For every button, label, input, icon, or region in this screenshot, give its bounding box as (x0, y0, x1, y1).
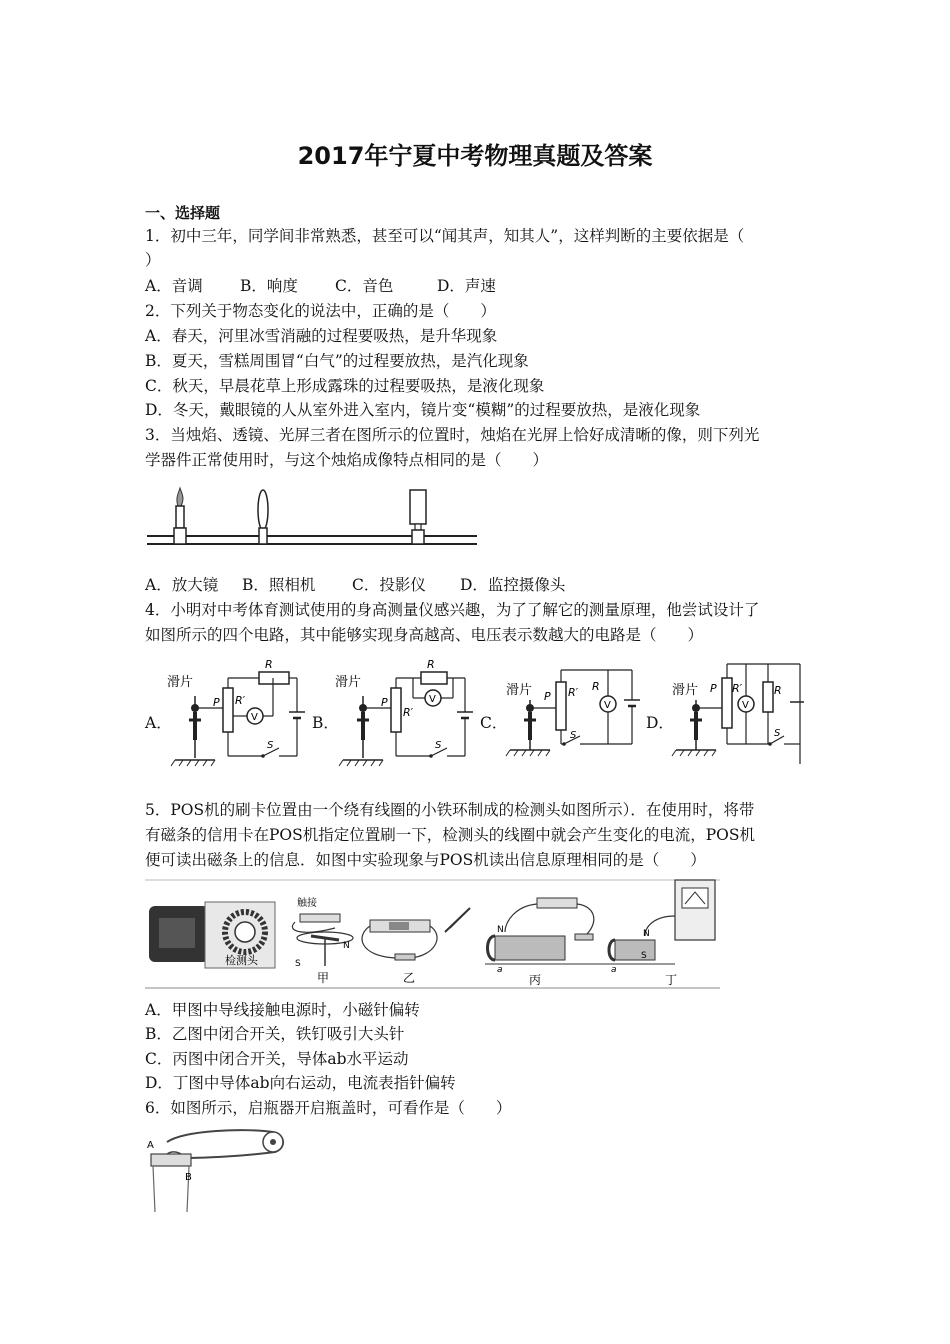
q4-stem-line2: 如图所示的四个电路，其中能够实现身高越高、电压表示数越大的电路是（ ） (145, 626, 704, 644)
q4-option-b-letter: B． (312, 714, 339, 732)
q1-stem-line2: ） (145, 251, 161, 269)
q3-optical-bench-figure (145, 486, 480, 556)
switch-s-label: S (267, 740, 274, 751)
q1-option-a: A．音调 (145, 277, 203, 295)
q5-experiments-figure (145, 876, 720, 990)
switch-s-label: S (570, 730, 577, 741)
q5-stem-line3: 便可读出磁条上的信息．如图中实验现象与POS机读出信息原理相同的是（ ） (145, 851, 706, 869)
slider-label: 滑片 (335, 675, 362, 690)
voltmeter-label: V (429, 694, 436, 705)
jia-n-label: N (343, 941, 350, 951)
voltmeter-label: V (251, 712, 258, 723)
q3-option-b: B．照相机 (242, 576, 316, 594)
q1-option-b: B．响度 (240, 277, 298, 295)
slider-p-label: P (710, 682, 717, 695)
ding-s-label: S (641, 951, 647, 961)
yi-label: 乙 (403, 971, 416, 985)
point-a-label: A (147, 1140, 154, 1151)
q3-option-a: A．放大镜 (145, 576, 219, 594)
resistor-r-label: R (774, 684, 782, 697)
bing-n-label: N (497, 925, 504, 935)
q1-option-d: D．声速 (437, 277, 496, 295)
switch-s-label: S (774, 728, 781, 739)
slider-p-label: P (544, 690, 551, 703)
section-heading: 一、选择题 (145, 204, 221, 222)
q2-option-d: D．冬天，戴眼镜的人从室外进入室内，镜片变“模糊”的过程要放热，是液化现象 (145, 401, 701, 419)
q4-option-c-letter: C． (480, 714, 508, 732)
resistor-r-prime-label: R′ (235, 694, 246, 707)
q5-option-b: B．乙图中闭合开关，铁钉吸引大头针 (145, 1025, 405, 1043)
slider-label: 滑片 (167, 675, 194, 690)
slider-p-label: P (213, 696, 220, 709)
switch-s-label: S (435, 740, 442, 751)
q4-circuit-c (500, 660, 645, 768)
ding-label: 丁 (665, 973, 678, 987)
q2-option-b: B．夏天，雪糕周围冒“白气”的过程要放热，是汽化现象 (145, 352, 529, 370)
q5-option-d: D．丁图中导体ab向右运动，电流表指针偏转 (145, 1074, 456, 1092)
q6-stem: 6．如图所示，启瓶器开启瓶盖时，可看作是（ ） (145, 1099, 512, 1117)
q1-stem-line1: 1．初中三年，同学间非常熟悉，甚至可以“闻其声，知其人”，这样判断的主要依据是（ (145, 227, 745, 245)
resistor-r-prime-label: R′ (732, 682, 743, 695)
q3-option-d: D．监控摄像头 (460, 576, 566, 594)
ding-n-label: N (643, 929, 650, 939)
slider-label: 滑片 (506, 683, 533, 698)
resistor-r-prime-label: R′ (568, 686, 579, 699)
detector-label: 检测头 (225, 954, 258, 967)
q5-option-a: A．甲图中导线接触电源时，小磁针偏转 (145, 1001, 420, 1019)
ding-a-label: a (611, 965, 617, 975)
q1-options (145, 276, 496, 296)
slider-label: 滑片 (672, 683, 699, 698)
q4-circuit-b (333, 660, 478, 768)
q4-circuit-a (165, 660, 310, 768)
resistor-r-prime-label: R′ (403, 706, 414, 719)
slider-p-label: P (381, 696, 388, 709)
q3-stem-line1: 3．当烛焰、透镜、光屏三者在图所示的位置时，烛焰在光屏上恰好成清晰的像，则下列光 (145, 426, 760, 444)
q3-options (145, 575, 565, 595)
q4-circuit-d (666, 660, 806, 768)
q2-stem: 2．下列关于物态变化的说法中，正确的是（ ） (145, 302, 496, 320)
q1-option-c: C．音色 (335, 277, 394, 295)
q4-option-a-letter: A． (145, 714, 172, 732)
bing-label: 丙 (529, 973, 542, 987)
touch-label: 触接 (297, 898, 317, 909)
voltmeter-label: V (742, 700, 749, 711)
q6-bottle-opener-figure (145, 1124, 290, 1214)
jia-label: 甲 (317, 971, 330, 985)
q5-option-c: C．丙图中闭合开关，导体ab水平运动 (145, 1050, 409, 1068)
point-b-label: B (185, 1172, 192, 1183)
bing-a-label: a (497, 965, 503, 975)
resistor-r-label: R (265, 660, 273, 671)
resistor-r-label: R (427, 660, 435, 671)
voltmeter-label: V (604, 700, 611, 711)
q4-option-d-letter: D． (646, 714, 674, 732)
resistor-r-label: R (592, 680, 600, 693)
q5-stem-line2: 有磁条的信用卡在POS机指定位置刷一下，检测头的线圈中就会产生变化的电流，POS机 (145, 826, 756, 844)
q2-option-a: A．春天，河里冰雪消融的过程要吸热，是升华现象 (145, 327, 498, 345)
page-title: 2017年宁夏中考物理真题及答案 (297, 142, 653, 170)
q2-option-c: C．秋天，早晨花草上形成露珠的过程要吸热，是液化现象 (145, 377, 545, 395)
q3-stem-line2: 学器件正常使用时，与这个烛焰成像特点相同的是（ ） (145, 451, 549, 469)
jia-s-label: S (295, 959, 301, 969)
q5-stem-line1: 5．POS机的刷卡位置由一个绕有线圈的小铁环制成的检测头如图所示）．在使用时，将带 (145, 801, 755, 819)
q3-option-c: C．投影仪 (352, 576, 426, 594)
q4-stem-line1: 4．小明对中考体育测试使用的身高测量仪感兴趣，为了了解它的测量原理，他尝试设计了 (145, 601, 760, 619)
